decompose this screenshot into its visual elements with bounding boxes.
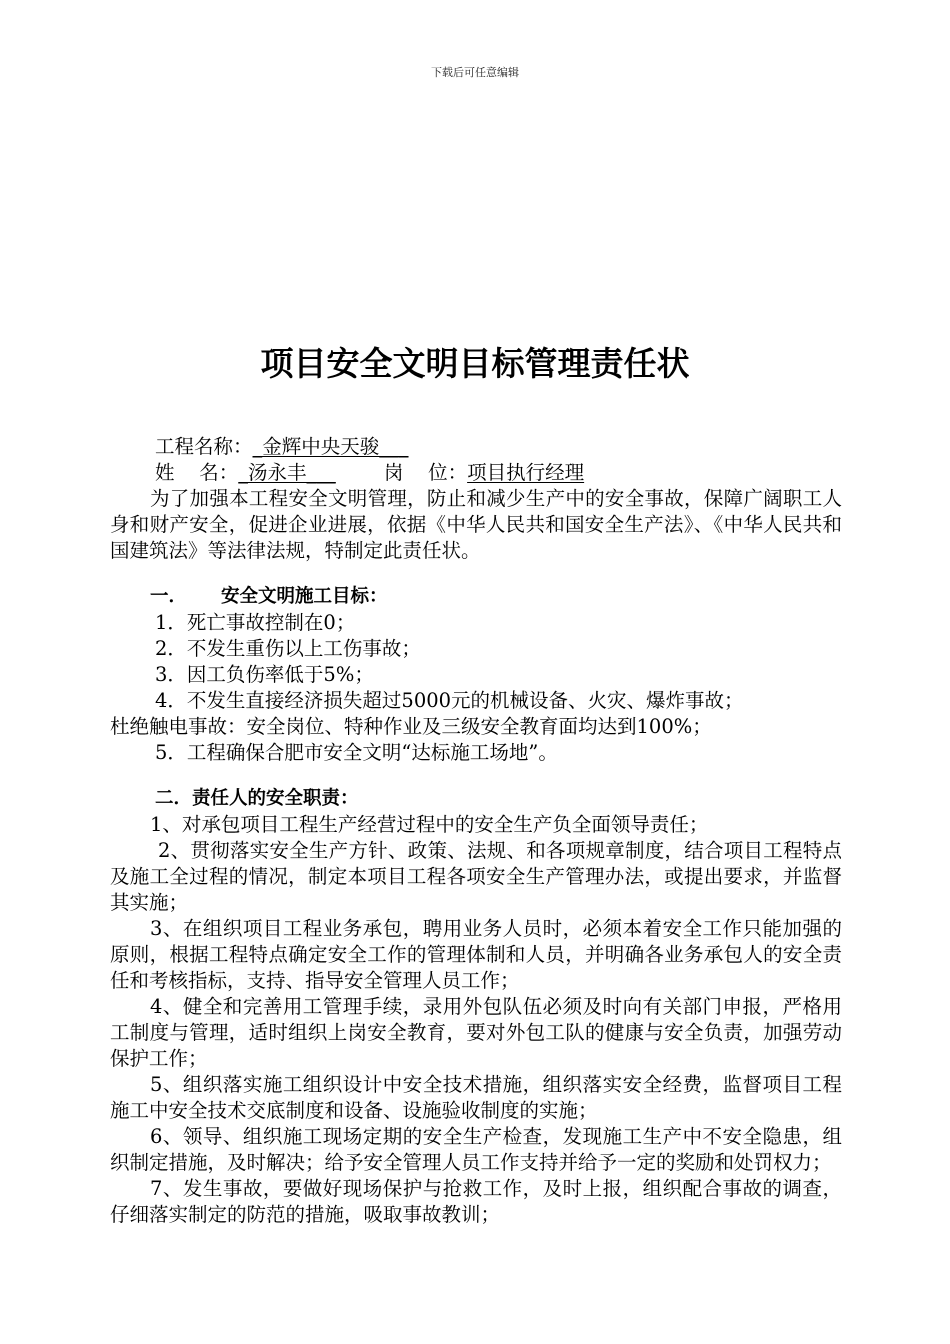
project-name-row	[110, 434, 842, 460]
person-name-label: 姓 名：	[155, 461, 239, 484]
section1-item-4-cont: 杜绝触电事故：安全岗位、特种作业及三级安全教育面均达到100%；	[110, 715, 712, 738]
section1-heading	[110, 584, 842, 610]
section2-item-2: 2、贯彻落实安全生产方针、政策、法规、和各项规章制度，结合项目工程特点及施工全过程的情况，制定本项目工程各项安全生产管理办法，或提出要求，并监督其实施；	[110, 839, 842, 914]
page-header-note: 下载后可任意编辑	[431, 66, 519, 79]
person-name-value: _汤永丰___	[238, 461, 336, 484]
section1-item-4: 4．不发生直接经济损失超过5000元的机械设备、火灾、爆炸事故；	[155, 689, 744, 712]
position-value: 项目执行经理	[467, 461, 585, 484]
section2-item-7: 7、发生事故，要做好现场保护与抢救工作，及时上报，组织配合事故的调查，仔细落实制定的防范的措施，吸取事故教训；	[110, 1177, 842, 1226]
section2-item-5: 5、组织落实施工组织设计中安全技术措施，组织落实安全经费，监督项目工程施工中安全技术交底制度和设备、设施验收制度的实施；	[110, 1073, 842, 1122]
section1-item-2: 2．不发生重伤以上工伤事故；	[155, 637, 421, 660]
document-body	[110, 434, 842, 1228]
position-label: 岗 位：	[383, 461, 468, 484]
section2-item-6: 6、领导、组织施工现场定期的安全生产检查，发现施工生产中不安全隐患，组织制定措施，及时解决；给予安全管理人员工作支持并给予一定的奖励和处罚权力；	[110, 1125, 842, 1174]
section1-item-1: 1．死亡事故控制在0；	[155, 611, 356, 634]
section1-title: 安全文明施工目标：	[221, 586, 388, 607]
project-name-value: _金辉中央天骏___	[252, 435, 409, 458]
section1-number: 一．	[150, 586, 188, 607]
project-name-label: 工程名称：	[155, 435, 253, 458]
section1-item-3: 3．因工负伤率低于5%；	[155, 663, 374, 686]
document-title: 项目安全文明目标管理责任状	[260, 344, 690, 383]
spacer	[110, 766, 842, 786]
section2-item-3: 3、在组织项目工程业务承包，聘用业务人员时，必须本着安全工作只能加强的原则，根据工程特点确定安全工作的管理体制和人员，并明确各业务承包人的安全责任和考核指标，支持、指导安全管理人员工作；	[110, 917, 842, 992]
section2-item-1: 1、对承包项目工程生产经营过程中的安全生产负全面领导责任；	[150, 813, 709, 836]
section2-item-4: 4、健全和完善用工管理手续，录用外包队伍必须及时向有关部门申报，严格用工制度与管理，适时组织上岗安全教育，要对外包工队的健康与安全负责，加强劳动保护工作；	[110, 995, 842, 1070]
spacer	[110, 564, 842, 584]
intro-paragraph: 为了加强本工程安全文明管理，防止和减少生产中的安全事故，保障广阔职工人身和财产安全，促进企业进展，依据《中华人民共和国安全生产法》、《中华人民共和国建筑法》等法律法规，特制定此责任状。	[110, 487, 842, 562]
name-position-row	[110, 460, 842, 486]
section2-heading: 二．责任人的安全职责：	[155, 788, 359, 809]
section1-item-5: 5．工程确保合肥市安全文明“达标施工场地”。	[155, 741, 558, 764]
